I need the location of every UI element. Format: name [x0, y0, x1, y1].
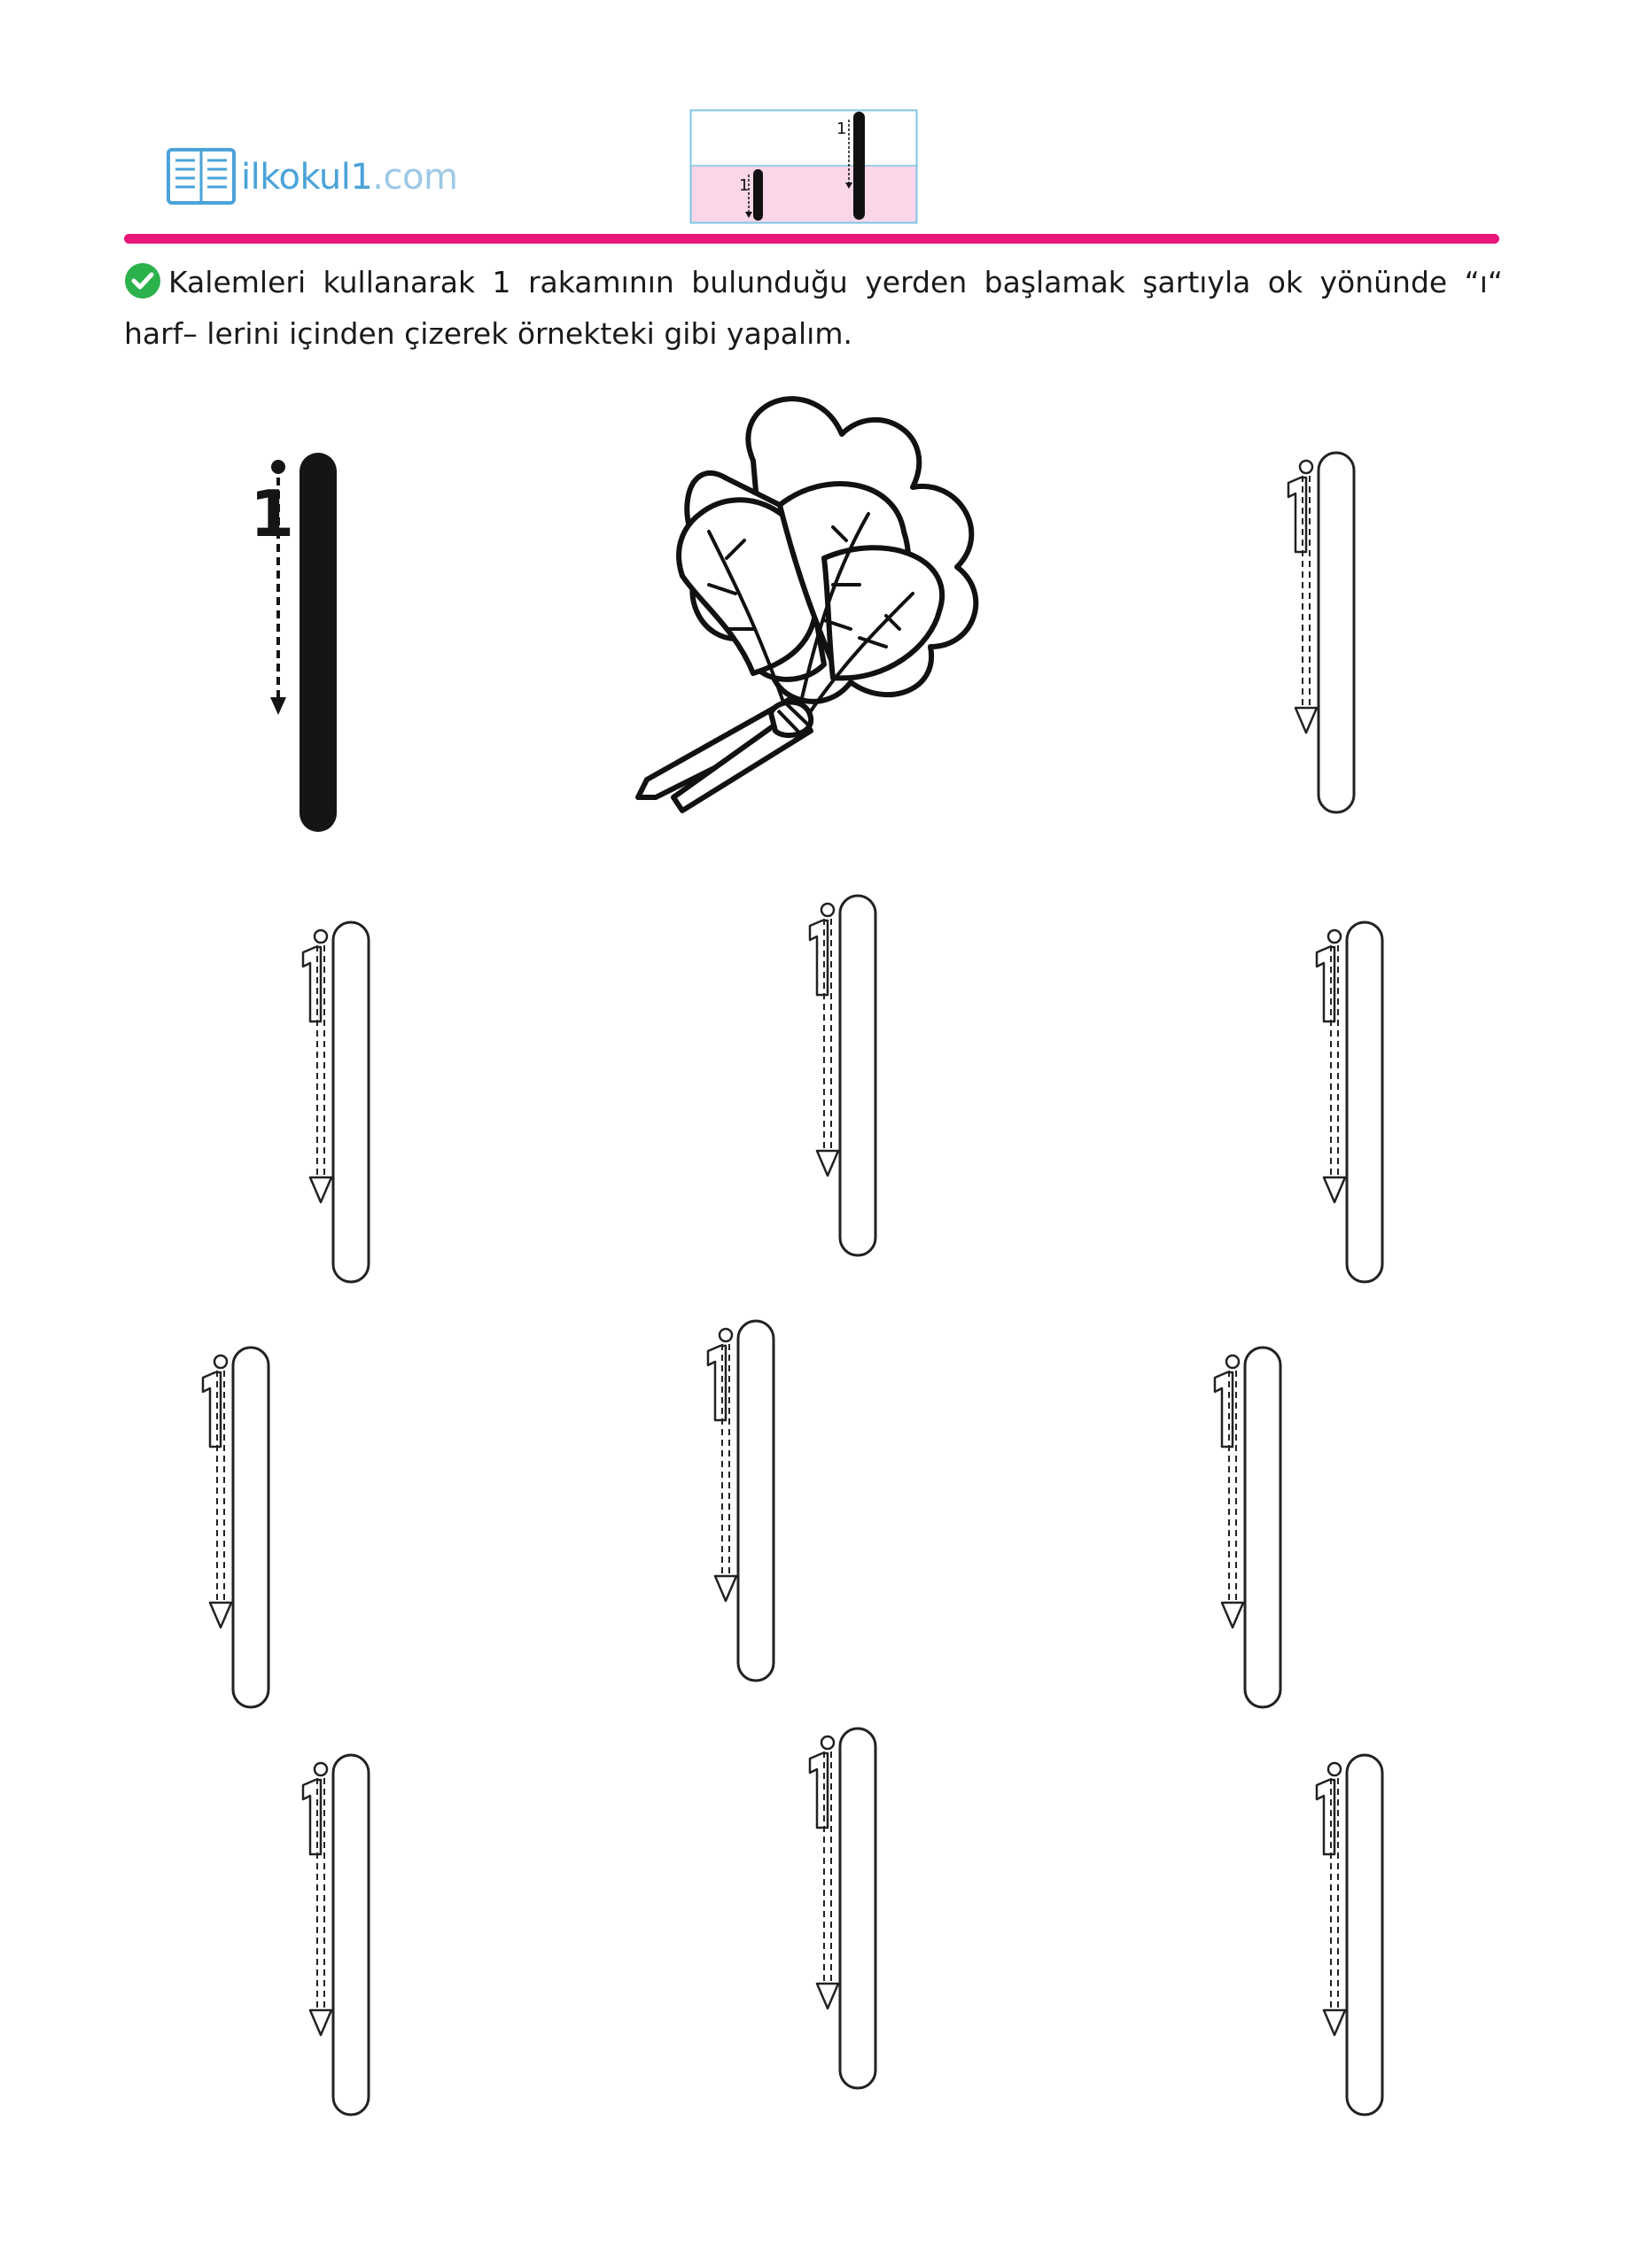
- instruction-text: [124, 257, 1503, 360]
- letter-guide-box: [689, 109, 918, 224]
- trace-letter[interactable]: [1260, 1750, 1393, 2122]
- trace-letter[interactable]: [1232, 447, 1365, 819]
- guide-large-number: 1: [836, 120, 847, 138]
- logo-text: [241, 157, 457, 198]
- check-circle-icon: [124, 262, 161, 299]
- example-letter: [239, 447, 354, 837]
- logo-text-main: ilkokul: [241, 157, 351, 198]
- logo-text-number: 1: [350, 157, 373, 198]
- trace-letter[interactable]: [146, 1342, 279, 1714]
- guide-small-number: 1: [739, 176, 750, 195]
- example-start-number: 1: [250, 477, 295, 551]
- site-logo: [167, 142, 468, 213]
- logo-text-domain: .com: [372, 157, 458, 198]
- instruction-label: Kalemleri kullanarak 1 rakamının bulunduğu yerden başlamak şartıyla ok yönünde “ı“ harf– lerini içinden çizerek örnekteki gibi yapalım.: [124, 265, 1503, 351]
- trace-letter[interactable]: [246, 1750, 379, 2122]
- trace-letter[interactable]: [753, 890, 886, 1262]
- trace-letter[interactable]: [753, 1723, 886, 2095]
- trace-letter[interactable]: [651, 1316, 784, 1688]
- open-book-icon: [167, 146, 236, 208]
- trace-letter[interactable]: [1260, 917, 1393, 1289]
- trace-letter[interactable]: [1158, 1342, 1291, 1714]
- trace-letter[interactable]: [246, 917, 379, 1289]
- header-divider: [124, 234, 1499, 244]
- spinach-icon: [620, 381, 1010, 815]
